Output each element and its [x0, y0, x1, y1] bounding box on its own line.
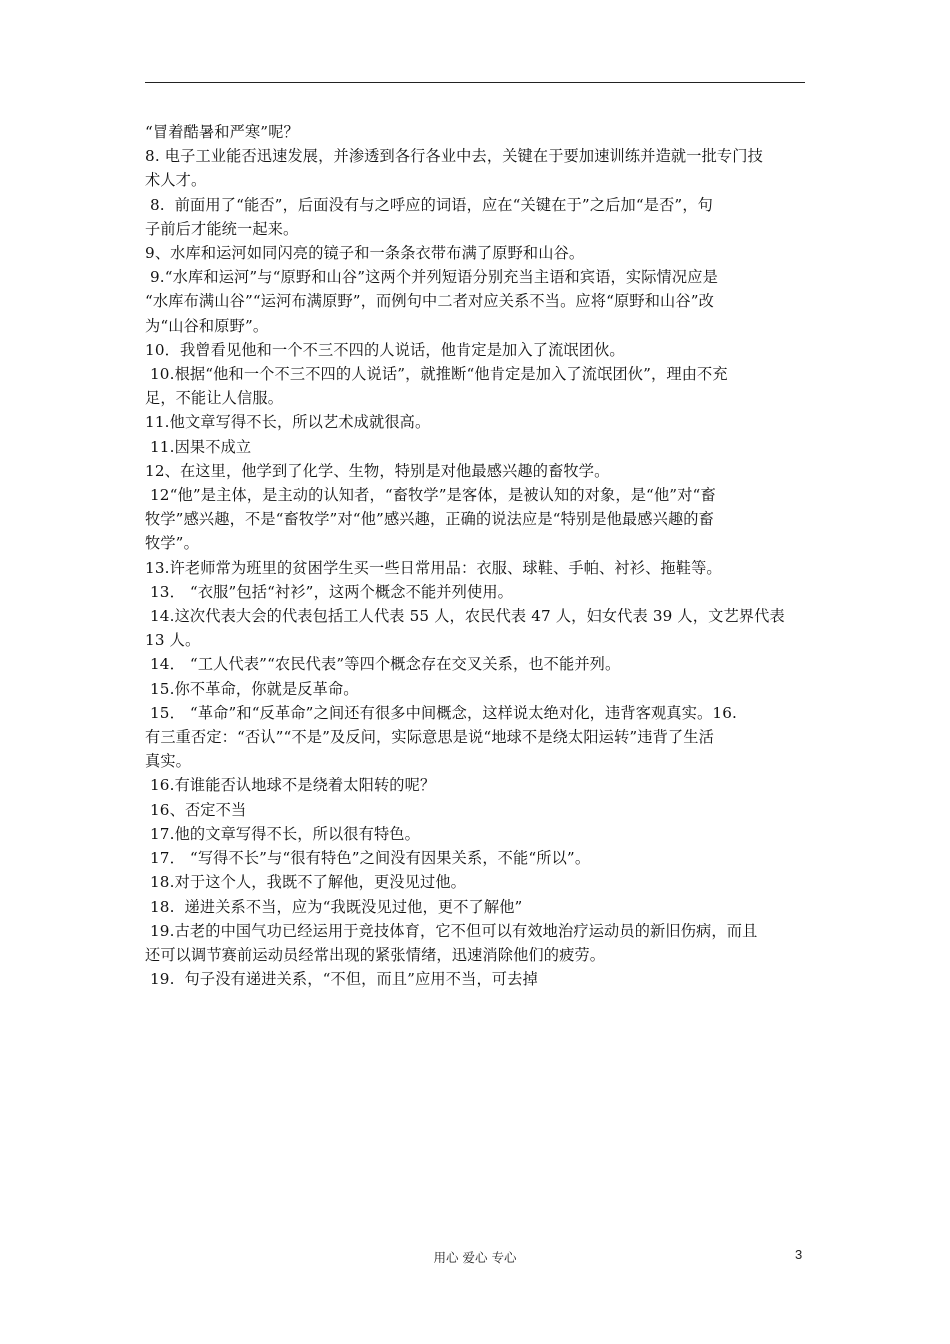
text-line: 8. 电子工业能否迅速发展，并渗透到各行各业中去，关键在于要加速训练并造就一批专门技 — [145, 147, 763, 166]
text-line: 13． “衣服”包括“衬衫”，这两个概念不能并列使用。 — [145, 582, 513, 601]
text-line: 14． “工人代表”“农民代表”等四个概念存在交叉关系，也不能并列。 — [145, 655, 621, 674]
text-line: 还可以调节赛前运动员经常出现的紧张情绪，迅速消除他们的疲劳。 — [145, 945, 606, 964]
text-line: 13.许老师常为班里的贫困学生买一些日常用品：衣服、球鞋、手帕、衬衫、拖鞋等。 — [145, 558, 722, 577]
text-line: 10．我曾看见他和一个不三不四的人说话，他肯定是加入了流氓团伙。 — [145, 340, 625, 359]
text-line: 9、水库和运河如同闪亮的镜子和一条条衣带布满了原野和山谷。 — [145, 244, 585, 263]
text-line: 16.有谁能否认地球不是绕着太阳转的呢？ — [145, 776, 436, 795]
text-line: 19.古老的中国气功已经运用于竞技体育，它不但可以有效地治疗运动员的新旧伤病，而且 — [145, 921, 758, 940]
text-line: 术人才。 — [145, 171, 207, 190]
text-line: 16、否定不当 — [145, 800, 247, 819]
document-body — [145, 120, 807, 991]
text-line: 有三重否定：“否认”“不是”及反问，实际意思是说“地球不是绕太阳运转”违背了生活 — [145, 728, 714, 747]
page-number: 3 — [795, 1247, 803, 1262]
text-line: 18. 递进关系不当，应为“我既没见过他，更不了解他” — [145, 897, 523, 916]
text-line: 子前后才能统一起来。 — [145, 219, 299, 238]
header-rule — [145, 82, 805, 83]
text-line: 真实。 — [145, 752, 192, 771]
text-line: 8. 前面用了“能否”，后面没有与之呼应的词语，应在“关键在于”之后加“是否”，句 — [145, 195, 714, 214]
text-line: 14.这次代表大会的代表包括工人代表 55 人，农民代表 47 人，妇女代表 39 人，文艺界代表 — [145, 607, 785, 626]
text-line: 13 人。 — [145, 631, 201, 650]
text-line: 12“他”是主体，是主动的认知者，“畜牧学”是客体，是被认知的对象，是“他”对“畜 — [145, 486, 716, 505]
text-line: 11.他文章写得不长，所以艺术成就很高。 — [145, 413, 431, 432]
text-line: 9.“水库和运河”与“原野和山谷”这两个并列短语分别充当主语和宾语，实际情况应是 — [145, 268, 718, 287]
text-line: 10.根据“他和一个不三不四的人说话”，就推断“他肯定是加入了流氓团伙”，理由不充 — [145, 365, 728, 384]
text-line: 11.因果不成立 — [145, 437, 252, 456]
text-line: 足，不能让人信服。 — [145, 389, 284, 408]
text-line: 15． “革命”和“反革命”之间还有很多中间概念，这样说太绝对化，违背客观真实。16. — [145, 703, 737, 722]
text-line: 15.你不革命，你就是反革命。 — [145, 679, 359, 698]
text-line: 牧学”感兴趣，不是“畜牧学”对“他”感兴趣，正确的说法应是“特别是他最感兴趣的畜 — [145, 510, 714, 529]
text-line: 17.他的文章写得不长，所以很有特色。 — [145, 824, 420, 843]
text-line: “水库布满山谷”“运河布满原野”，而例句中二者对应关系不当。应将“原野和山谷”改 — [145, 292, 714, 311]
text-line: 19. 句子没有递进关系，“不但，而且”应用不当，可去掉 — [145, 970, 538, 989]
text-line: 牧学”。 — [145, 534, 199, 553]
text-line: 17． “写得不长”与“很有特色”之间没有因果关系，不能“所以”。 — [145, 849, 591, 868]
text-line: 18.对于这个人，我既不了解他，更没见过他。 — [145, 873, 466, 892]
footer-slogan: 用心 爱心 专心 — [433, 1250, 517, 1265]
text-line: 12、在这里，他学到了化学、生物，特别是对他最感兴趣的畜牧学。 — [145, 461, 610, 480]
text-line: 为“山谷和原野”。 — [145, 316, 269, 335]
text-line: “冒着酷暑和严寒”呢？ — [145, 123, 299, 141]
